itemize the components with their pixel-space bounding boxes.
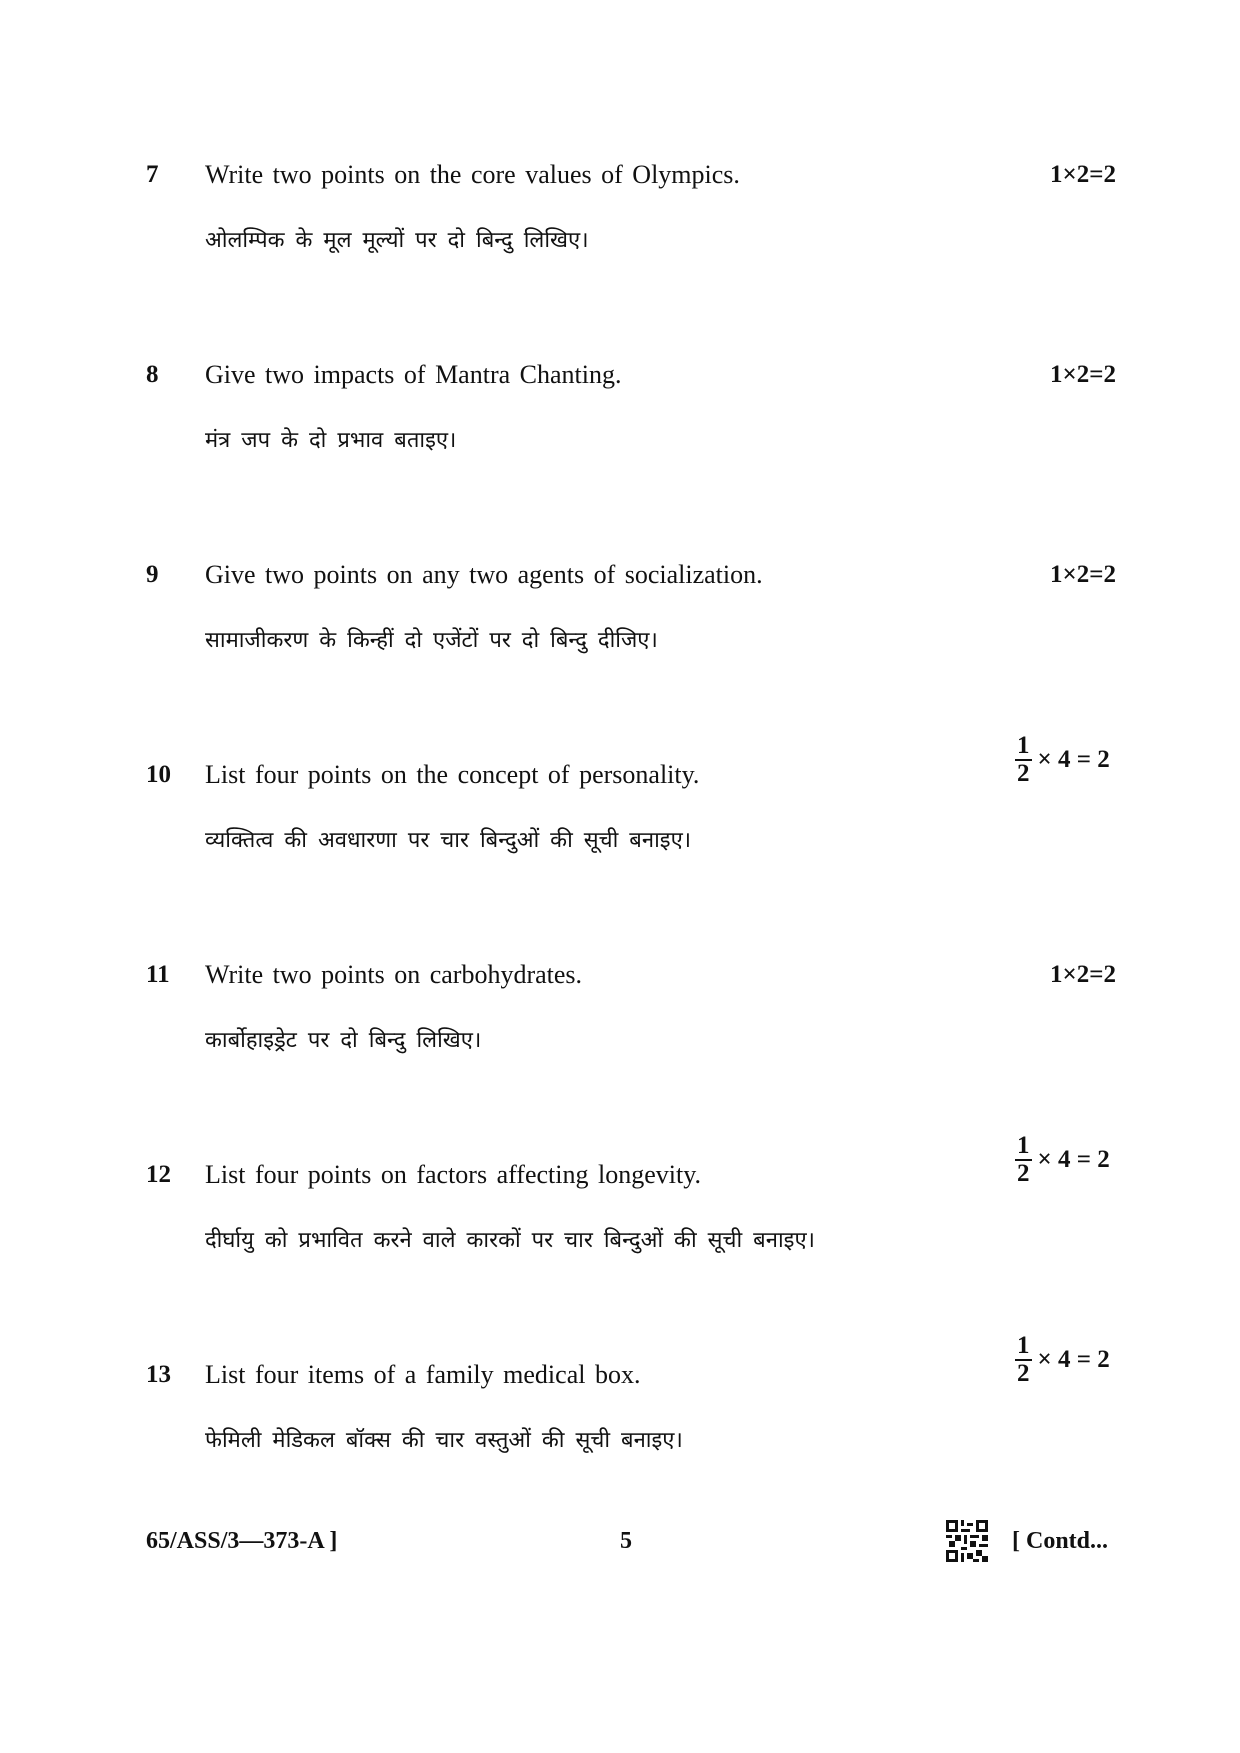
question-text-hindi: कार्बोहाइड्रेट पर दो बिन्दु लिखिए। [205, 1028, 482, 1053]
question-number: 11 [146, 961, 170, 988]
question-text-english: List four points on factors affecting longevity. [205, 1160, 702, 1189]
continued-label: [ Contd... [1012, 1528, 1109, 1554]
question-text-hindi: व्यक्तित्व की अवधारणा पर चार बिन्दुओं की सूची बनाइए। [205, 828, 692, 853]
qr-code-icon [946, 1520, 988, 1562]
question-text-english: Give two points on any two agents of socialization. [205, 560, 763, 589]
question-marks: 1×2=2 [1050, 161, 1116, 188]
question-text-english: Give two impacts of Mantra Chanting. [205, 360, 622, 389]
question-8 [0, 360, 1240, 480]
marks-multiplier: × 4 = 2 [1037, 1346, 1110, 1373]
question-text-english: List four points on the concept of personality. [205, 760, 700, 789]
question-9 [0, 560, 1240, 680]
question-number: 7 [146, 161, 159, 188]
question-text-hindi: दीर्घायु को प्रभावित करने वाले कारकों पर चार बिन्दुओं की सूची बनाइए। [205, 1228, 815, 1253]
question-text-english: List four items of a family medical box. [205, 1360, 641, 1389]
marks-denominator: 2 [1017, 1160, 1030, 1187]
question-number: 10 [146, 761, 171, 788]
question-7 [0, 160, 1240, 280]
marks-numerator: 1 [1017, 1132, 1030, 1159]
question-marks [1015, 1127, 1110, 1193]
marks-multiplier: × 4 = 2 [1037, 1146, 1110, 1173]
marks-numerator: 1 [1017, 732, 1030, 759]
question-number: 8 [146, 361, 159, 388]
marks-numerator: 1 [1017, 1332, 1030, 1359]
marks-multiplier: × 4 = 2 [1037, 746, 1110, 773]
marks-fraction [1015, 1333, 1032, 1387]
question-marks [1015, 1327, 1110, 1393]
question-12 [0, 1132, 1240, 1280]
marks-denominator: 2 [1017, 760, 1030, 787]
question-number: 9 [146, 561, 159, 588]
question-text-english: Write two points on the core values of Olympics. [205, 160, 740, 189]
question-text-hindi: सामाजीकरण के किन्हीं दो एजेंटों पर दो बिन्दु दीजिए। [205, 628, 658, 653]
question-text-hindi: ओलम्पिक के मूल मूल्यों पर दो बिन्दु लिखिए। [205, 228, 589, 253]
marks-fraction [1015, 1133, 1032, 1187]
question-number: 12 [146, 1161, 171, 1188]
question-marks [1015, 727, 1110, 793]
question-text-hindi: मंत्र जप के दो प्रभाव बताइए। [205, 428, 457, 453]
marks-fraction [1015, 733, 1032, 787]
marks-denominator: 2 [1017, 1360, 1030, 1387]
question-marks: 1×2=2 [1050, 561, 1116, 588]
question-11 [0, 960, 1240, 1080]
page-footer [0, 1526, 1240, 1566]
question-10 [0, 732, 1240, 880]
question-text-hindi: फेमिली मेडिकल बॉक्स की चार वस्तुओं की सूची बनाइए। [205, 1428, 683, 1453]
question-text-english: Write two points on carbohydrates. [205, 960, 583, 989]
page-number: 5 [620, 1528, 632, 1554]
question-marks: 1×2=2 [1050, 961, 1116, 988]
question-marks: 1×2=2 [1050, 361, 1116, 388]
question-13 [0, 1332, 1240, 1480]
paper-code: 65/ASS/3—373-A ] [146, 1528, 338, 1554]
question-number: 13 [146, 1361, 171, 1388]
